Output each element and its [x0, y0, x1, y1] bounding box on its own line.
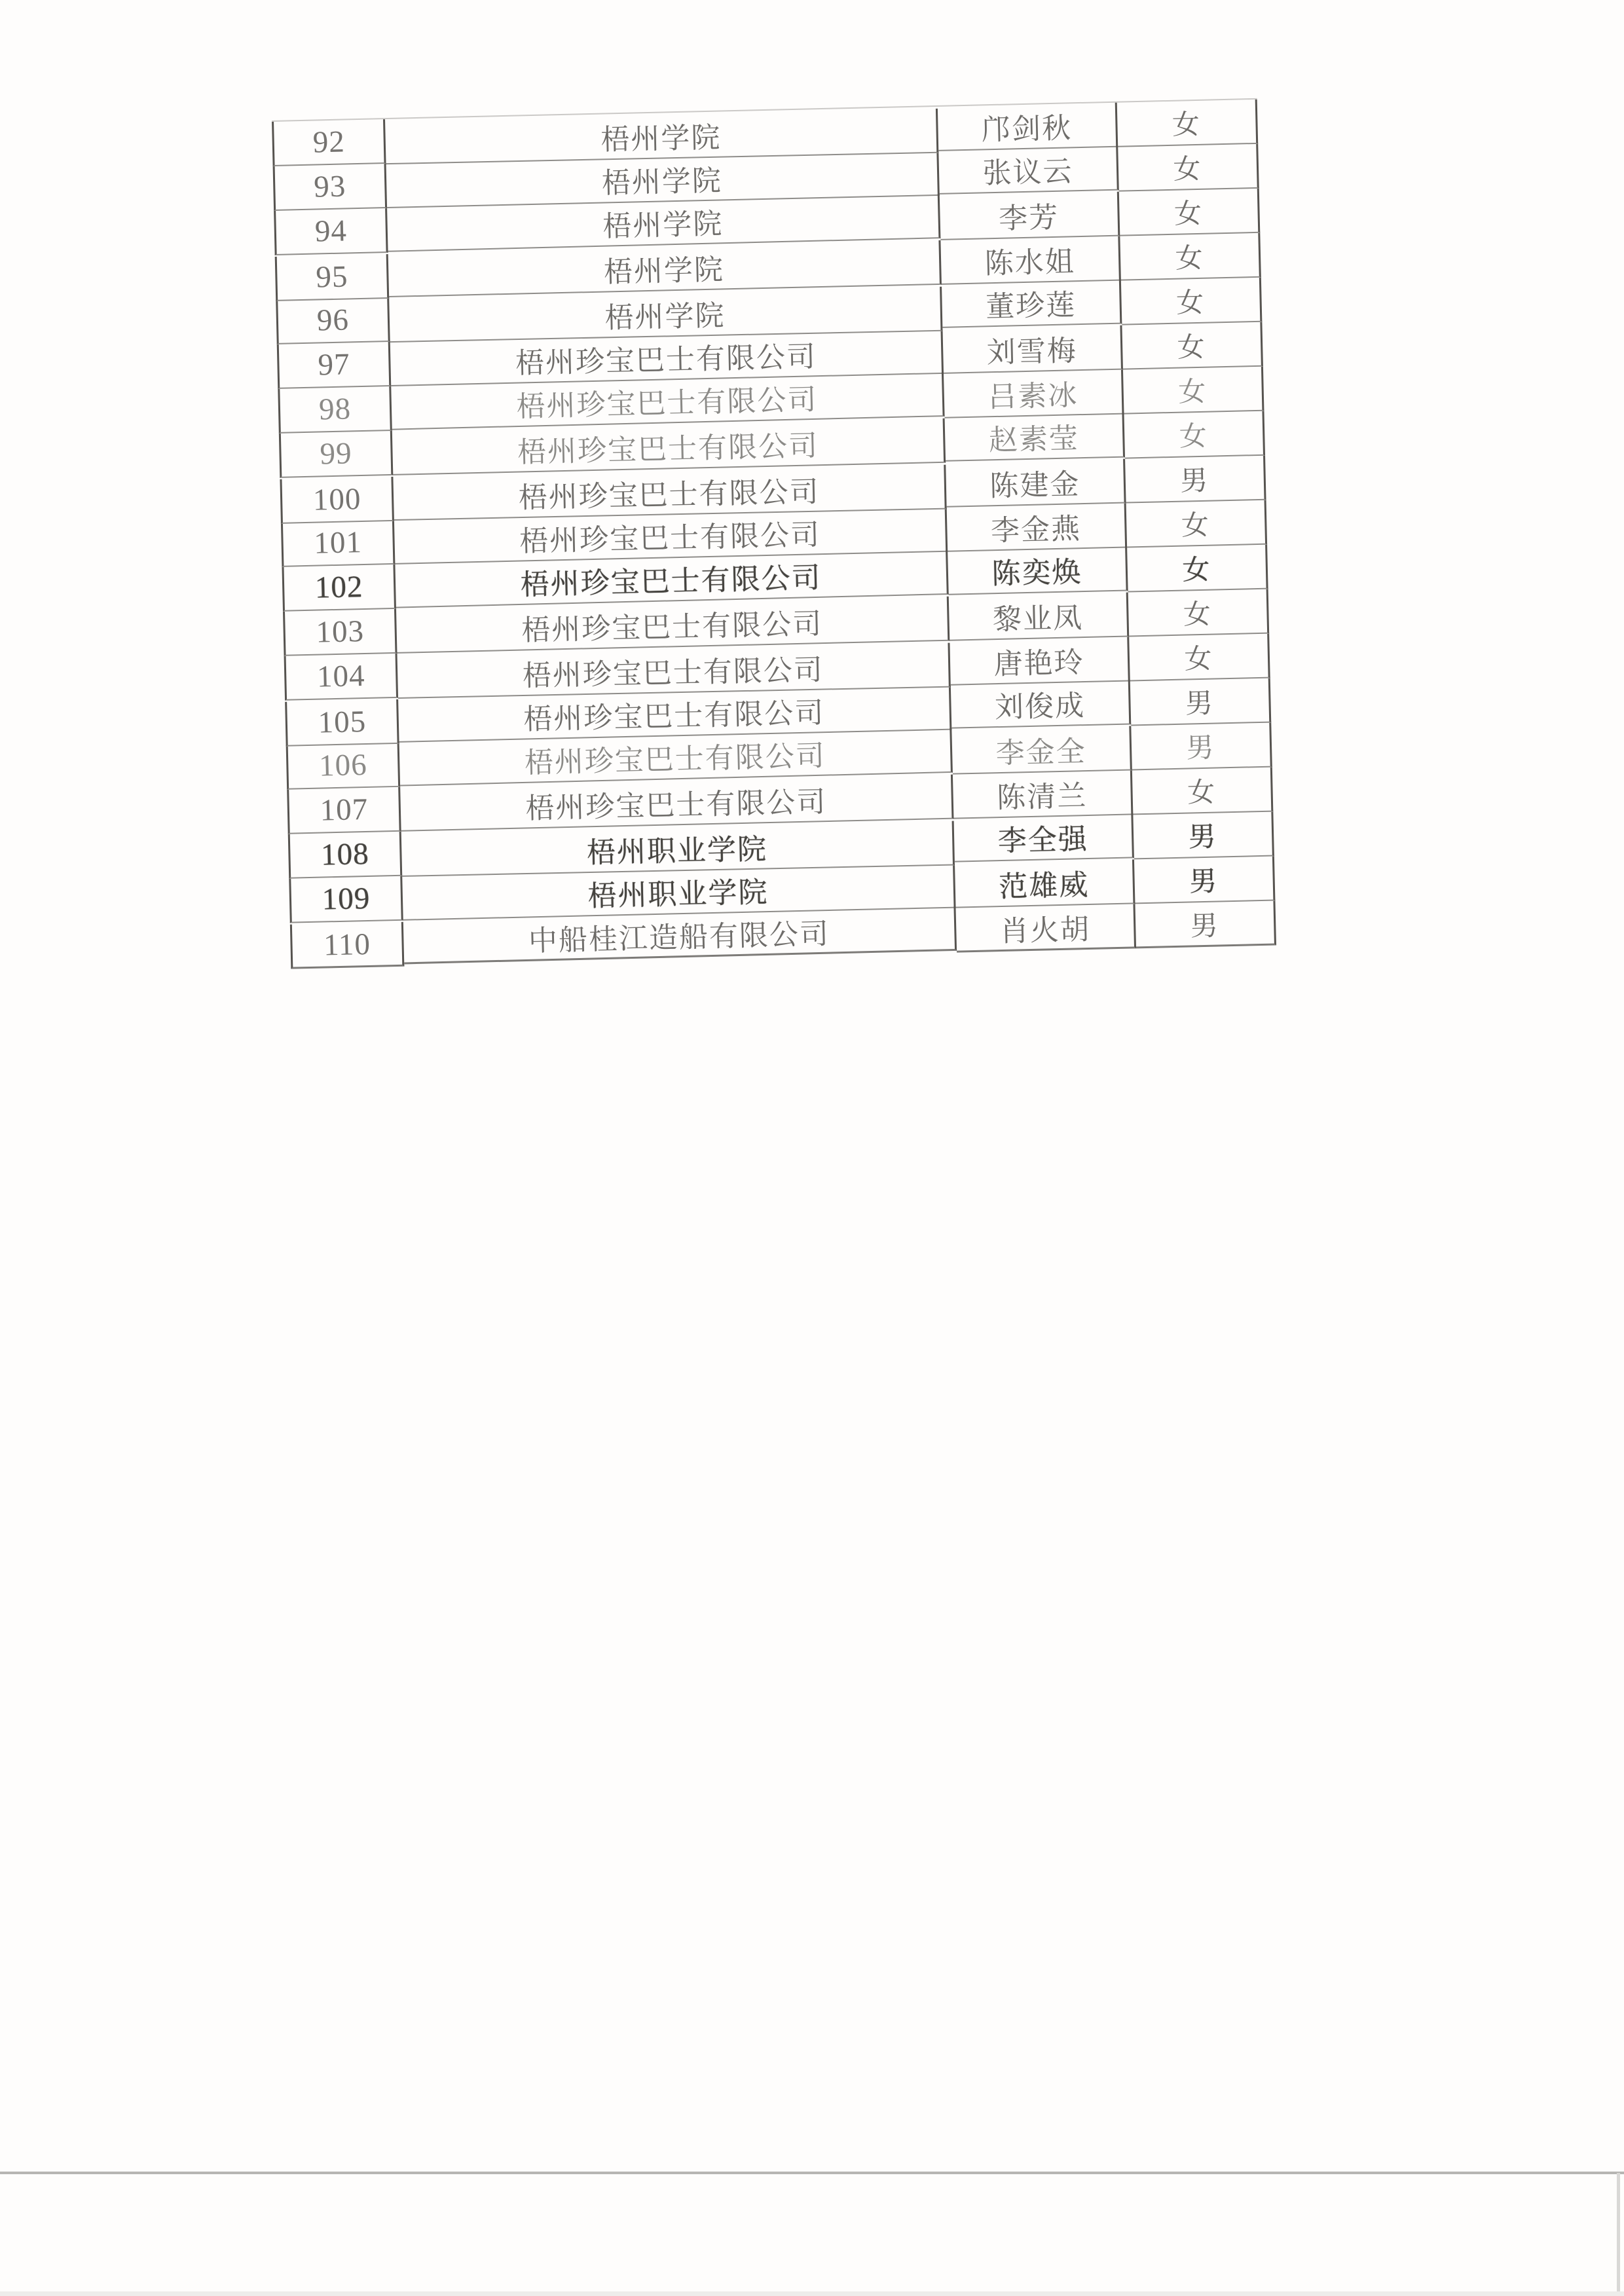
cell-person-name: 李芳: [940, 192, 1120, 240]
cell-serial-number: 110: [290, 922, 404, 969]
cell-serial-number: 107: [287, 787, 401, 834]
cell-serial-number: 95: [275, 254, 389, 301]
cell-organization: 梧州珍宝巴士有限公司: [398, 686, 951, 743]
cell-gender: 女: [1124, 411, 1265, 459]
cell-gender: 男: [1130, 678, 1271, 726]
cell-organization: 梧州珍宝巴士有限公司: [399, 728, 953, 787]
cell-organization: 梧州学院: [389, 287, 942, 343]
cell-organization: 梧州职业学院: [401, 821, 955, 877]
cell-organization: 梧州珍宝巴士有限公司: [400, 775, 953, 832]
cell-gender: 女: [1128, 589, 1269, 637]
cell-organization: 梧州学院: [388, 240, 942, 297]
cell-serial-number: 109: [289, 876, 403, 923]
cell-serial-number: 103: [283, 609, 397, 656]
cell-person-name: 刘俊成: [951, 680, 1131, 728]
cell-person-name: 陈水姐: [940, 236, 1120, 285]
cell-serial-number: 105: [285, 699, 399, 747]
cell-gender: 女: [1122, 322, 1263, 370]
cell-gender: 女: [1120, 233, 1261, 281]
cell-gender: 女: [1127, 545, 1268, 593]
cell-organization: 梧州珍宝巴士有限公司: [392, 418, 946, 475]
cell-gender: 男: [1133, 812, 1274, 860]
cell-person-name: 肖火胡: [956, 904, 1136, 952]
cell-gender: 男: [1135, 901, 1276, 949]
cell-serial-number: 101: [281, 520, 395, 567]
cell-serial-number: 96: [276, 297, 390, 344]
cell-gender: 女: [1118, 144, 1259, 192]
cell-person-name: 黎业凤: [949, 593, 1129, 641]
cell-person-name: 邝剑秋: [938, 103, 1118, 151]
cell-gender: 女: [1119, 189, 1260, 236]
cell-serial-number: 94: [274, 208, 388, 255]
cell-organization: 梧州学院: [387, 194, 940, 252]
page-bottom-shadow: [0, 2291, 1624, 2296]
cell-serial-number: 106: [286, 743, 400, 790]
cell-person-name: 吕素冰: [944, 370, 1124, 418]
cell-gender: 女: [1126, 500, 1267, 548]
cell-organization: 中船桂江造船有限公司: [403, 906, 957, 965]
scanner-right-edge-seam: [1617, 2173, 1620, 2296]
cell-gender: 男: [1134, 857, 1275, 904]
cell-serial-number: 99: [279, 431, 393, 478]
cell-gender: 女: [1123, 367, 1264, 415]
cell-serial-number: 108: [288, 832, 402, 879]
cell-organization: 梧州珍宝巴士有限公司: [397, 643, 951, 699]
cell-organization: 梧州珍宝巴士有限公司: [394, 508, 948, 565]
cell-serial-number: 100: [280, 477, 394, 524]
cell-person-name: 李金燕: [947, 504, 1127, 552]
cell-gender: 女: [1129, 634, 1270, 682]
cell-person-name: 李金全: [951, 726, 1132, 774]
paper-bottom-edge-line: [0, 2172, 1624, 2174]
cell-gender: 男: [1125, 456, 1266, 504]
cell-serial-number: 102: [282, 565, 396, 612]
cell-gender: 男: [1131, 723, 1272, 771]
cell-gender: 女: [1121, 278, 1262, 325]
cell-serial-number: 97: [277, 342, 391, 389]
cell-serial-number: 98: [278, 386, 392, 434]
cell-person-name: 张议云: [938, 146, 1118, 194]
cell-organization: 梧州珍宝巴士有限公司: [391, 372, 944, 430]
cell-person-name: 李全强: [953, 813, 1134, 862]
cell-person-name: 陈奕焕: [948, 547, 1128, 595]
cell-organization: 梧州珍宝巴士有限公司: [393, 465, 946, 521]
cell-serial-number: 104: [284, 654, 398, 701]
cell-person-name: 赵素莹: [945, 413, 1125, 462]
cell-organization: 梧州学院: [386, 151, 940, 208]
cell-organization: 梧州学院: [385, 109, 938, 164]
cell-person-name: 刘雪梅: [942, 325, 1122, 374]
cell-serial-number: 93: [273, 164, 387, 211]
cell-serial-number: 92: [272, 119, 386, 166]
cell-gender: 女: [1132, 768, 1273, 815]
cell-organization: 梧州珍宝巴士有限公司: [396, 597, 950, 654]
cell-organization: 梧州职业学院: [402, 864, 955, 921]
cell-organization: 梧州珍宝巴士有限公司: [390, 329, 944, 386]
cell-person-name: 唐艳玲: [950, 637, 1130, 686]
cell-person-name: 陈建金: [946, 459, 1126, 508]
cell-person-name: 董珍莲: [942, 280, 1122, 328]
cell-gender: 女: [1117, 100, 1258, 147]
cell-organization: 梧州珍宝巴士有限公司: [395, 550, 948, 608]
attendance-table: [272, 98, 1276, 968]
cell-person-name: 陈清兰: [953, 770, 1133, 819]
cell-person-name: 范雄威: [955, 859, 1135, 908]
